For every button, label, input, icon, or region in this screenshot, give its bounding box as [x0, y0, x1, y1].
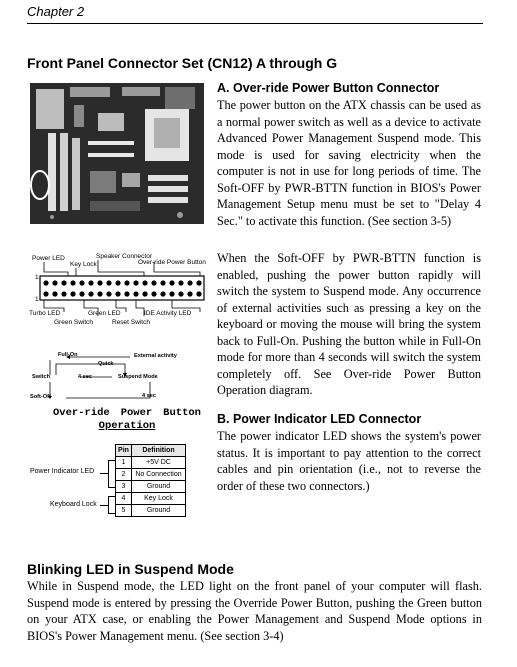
section-title: Front Panel Connector Set (CN12) A through G: [27, 55, 338, 71]
flow-4-sec-bottom: 4 sec: [142, 393, 156, 399]
table-header-row: [116, 445, 186, 457]
override-power-paragraph-2: When the Soft-OFF by PWR-BTTN function is enabled, pushing the power button rapidly will switch the system to Suspend mode. Any occurrence of external activities such as pressing a key on the keyboard or moving the mouse will bring the system back to Full-On. Pushing the button while in Full-On mode for more than 4 seconds will switch the system completely off. See Over-ride Power Button Operation diagram.: [217, 251, 481, 397]
heading-power-led: B. Power Indicator LED Connector: [217, 412, 422, 426]
flow-switch: Switch: [32, 374, 51, 380]
label-reset-switch: Reset Switch: [112, 319, 150, 326]
flow-soft-off: Soft-Off: [30, 394, 51, 400]
definition-cell: Key Lock: [132, 493, 186, 505]
table-row: [116, 457, 186, 469]
power-led-brace-bottom: [108, 487, 115, 488]
flow-arrows: [30, 350, 210, 412]
power-led-brace-top: [108, 460, 115, 461]
label-keyboard-lock: Keyboard Lock: [50, 501, 97, 508]
motherboard-illustration: [30, 83, 204, 224]
blinking-led-paragraph: While in Suspend mode, the LED light on the front panel of your computer will flash. Suspend mode is entered by pressing the Override Power Button, pushing the Green button on your ATX case, or enabling the Power Management and Suspend Mode options in BIOS's Power Management menu. (See section 3-4): [27, 579, 482, 643]
flow-full-on: Full-On: [58, 352, 78, 358]
pin-number-bottom: 1: [35, 296, 39, 303]
flow-quick: Quick: [98, 361, 114, 367]
pin-number-top: 1: [35, 274, 39, 281]
label-key-lock: Key Lock: [70, 261, 97, 268]
override-power-flow-diagram: [30, 350, 210, 412]
pin-cell: 3: [116, 481, 132, 493]
table-row: [116, 469, 186, 481]
pin-cell: 5: [116, 505, 132, 517]
caption-word-3: Button: [163, 407, 201, 419]
keylock-brace-bottom: [108, 513, 115, 514]
table-row: [116, 481, 186, 493]
header-definition: Definition: [132, 445, 186, 457]
table-row: [116, 493, 186, 505]
pin-definition-table: [115, 444, 186, 517]
label-green-switch: Green Switch: [54, 319, 94, 326]
heading-override-power: A. Over-ride Power Button Connector: [217, 81, 440, 95]
caption-word-1: Over-ride: [53, 407, 110, 419]
header-rule: [27, 23, 483, 24]
caption-word-2: Power: [120, 407, 153, 419]
keylock-leader: [100, 505, 108, 506]
label-power-indicator-led: Power Indicator LED: [30, 468, 95, 475]
pin-cell: 2: [116, 469, 132, 481]
definition-cell: Ground: [132, 505, 186, 517]
front-panel-pin-diagram: [26, 250, 210, 332]
label-turbo-led: Turbo LED: [29, 310, 61, 317]
label-override-power-button: Over-ride Power Button: [138, 259, 206, 266]
caption-line-2: Operation: [98, 420, 156, 432]
pin-cell: 4: [116, 493, 132, 505]
chapter-label: Chapter 2: [27, 4, 85, 19]
definition-cell: +5V DC: [132, 457, 186, 469]
definition-cell: No Connection: [132, 469, 186, 481]
label-ide-activity-led: IDE Activity LED: [144, 310, 192, 317]
label-green-led: Green LED: [88, 310, 121, 317]
power-led-leader: [100, 473, 108, 474]
flow-suspend-mode: Suspend Mode: [118, 374, 158, 380]
power-led-paragraph: The power indicator LED shows the system's power status. It is important to pay attention to the correct cables and pin orientation (i.e., not to reverse the order of these two connectors.): [217, 429, 481, 493]
keylock-brace-top: [108, 496, 115, 497]
heading-blinking-led: Blinking LED in Suspend Mode: [27, 561, 234, 577]
power-led-brace: [108, 460, 109, 488]
table-row: [116, 505, 186, 517]
flow-external-activity: External activity: [134, 353, 177, 359]
pin-cell: 1: [116, 457, 132, 469]
definition-cell: Ground: [132, 481, 186, 493]
flow-4-sec-left: 4 sec: [78, 374, 92, 380]
override-power-paragraph-1: The power button on the ATX chassis can be used as a normal power switch as well as a device to activate Advanced Power Management Suspend mode. This mode is used for saving electricity when the computer is not in use for long periods of time. The Soft-OFF by PWR-BTTN function in BIOS's Power Management Setup menu must be set to "Delay 4 Sec." to activate this function. (See section 3-5): [217, 98, 481, 228]
header-pin: Pin: [116, 445, 132, 457]
flow-caption: [53, 407, 201, 433]
keylock-brace: [108, 496, 109, 514]
label-power-led: Power LED: [32, 255, 65, 262]
label-speaker-connector: Speaker Connector: [96, 253, 153, 260]
